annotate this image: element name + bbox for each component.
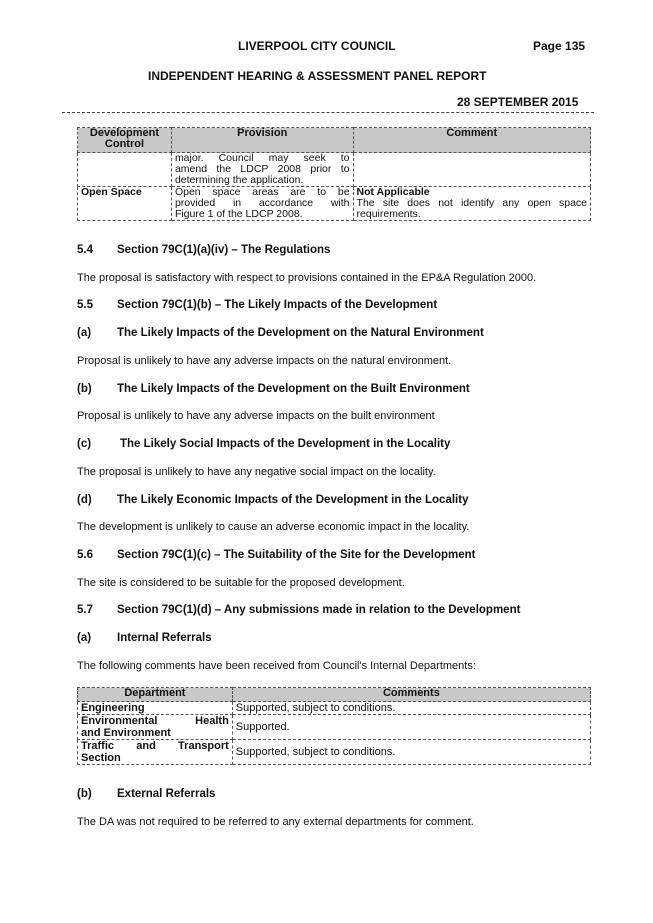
report-date: 28 SEPTEMBER 2015 [457, 95, 579, 109]
table-header-row [78, 128, 591, 153]
col-header-comment: Comment [353, 128, 590, 153]
department-line: and Environment [81, 727, 171, 739]
col-header-department: Department [78, 688, 233, 702]
section-text: The following comments have been received from Council's Internal Departments: [77, 660, 476, 672]
cell-comment: Supported. [232, 715, 590, 740]
section-title: Section 79C(1)(d) – Any submissions made in relation to the Development [117, 604, 521, 616]
cell-comment: Supported, subject to conditions. [232, 740, 590, 765]
section-number: 5.6 [77, 549, 93, 561]
section-text: The proposal is satisfactory with respect to provisions contained in the EP&A Regulation 2000. [77, 272, 537, 284]
section-number: 5.5 [77, 299, 93, 311]
section-title: Section 79C(1)(c) – The Suitability of the Site for the Development [117, 549, 476, 561]
cell-control-open-space: Open Space [78, 187, 172, 221]
department-line: Engineering [81, 702, 145, 714]
development-controls-table [77, 127, 591, 221]
subsection-number: (c) [77, 438, 92, 450]
section-text: The development is unlikely to cause an adverse economic impact in the locality. [77, 521, 470, 533]
comment-title: Not Applicable [356, 186, 430, 198]
subsection-title: The Likely Economic Impacts of the Development in the Locality [117, 494, 469, 506]
table-header-row [78, 688, 591, 702]
table-row [78, 740, 591, 765]
comment-line: requirements. [356, 208, 421, 220]
col-header-provision: Provision [171, 128, 353, 153]
subsection-title: External Referrals [117, 788, 216, 800]
subsection-title: The Likely Impacts of the Development on the Built Environment [117, 383, 470, 395]
provision-line: provided in accordance with [174, 197, 350, 209]
comment-line: The site does not identify any open space [356, 197, 587, 209]
table-row [78, 187, 591, 221]
provision-line: major. Council may seek to [174, 152, 350, 164]
table-row [78, 715, 591, 740]
cell-comment: Supported, subject to conditions. [232, 702, 590, 715]
table-row [78, 153, 591, 187]
cell-control [78, 153, 172, 187]
provision-line: determining the application. [174, 174, 304, 186]
subsection-title: Internal Referrals [117, 632, 212, 644]
section-title: Section 79C(1)(a)(iv) – The Regulations [117, 244, 331, 256]
provision-line: Open space areas are to be [174, 186, 350, 198]
section-title: Section 79C(1)(b) – The Likely Impacts of the Development [117, 299, 438, 311]
table-row [78, 702, 591, 715]
subsection-number: (a) [77, 632, 92, 644]
cell-provision [171, 153, 353, 187]
report-title: INDEPENDENT HEARING & ASSESSMENT PANEL REPORT [148, 69, 487, 83]
section-text: The proposal is unlikely to have any negative social impact on the locality. [77, 466, 436, 478]
internal-referrals-table [77, 687, 591, 765]
section-number: 5.4 [77, 244, 93, 256]
cell-comment [353, 187, 590, 221]
section-number: 5.7 [77, 604, 93, 616]
cell-comment [353, 153, 590, 187]
section-text: The DA was not required to be referred to any external departments for comment. [77, 816, 474, 828]
subsection-number: (a) [77, 327, 92, 339]
subsection-number: (b) [77, 383, 92, 395]
department-line: Environmental Health [81, 715, 229, 727]
cell-department [78, 715, 233, 740]
provision-line: Figure 1 of the LDCP 2008. [174, 208, 303, 220]
subsection-number: (b) [77, 788, 92, 800]
section-text: The site is considered to be suitable for the proposed development. [77, 577, 405, 589]
council-name: LIVERPOOL CITY COUNCIL [238, 39, 396, 53]
provision-line: amend the LDCP 2008 prior to [174, 163, 350, 175]
subsection-title: The Likely Impacts of the Development on the Natural Environment [117, 327, 484, 339]
department-line: Section [81, 752, 121, 764]
cell-department [78, 702, 233, 715]
section-text: Proposal is unlikely to have any adverse impacts on the natural environment. [77, 355, 452, 367]
col-header-control: Development Control [78, 128, 172, 153]
col-header-comments: Comments [232, 688, 590, 702]
cell-department [78, 740, 233, 765]
department-line: Traffic and Transport [81, 740, 229, 752]
subsection-title: The Likely Social Impacts of the Development in the Locality [120, 438, 451, 450]
header-rule [62, 112, 594, 113]
section-text: Proposal is unlikely to have any adverse impacts on the built environment [77, 410, 435, 422]
subsection-number: (d) [77, 494, 92, 506]
page-number: Page 135 [533, 39, 586, 53]
cell-provision [171, 187, 353, 221]
